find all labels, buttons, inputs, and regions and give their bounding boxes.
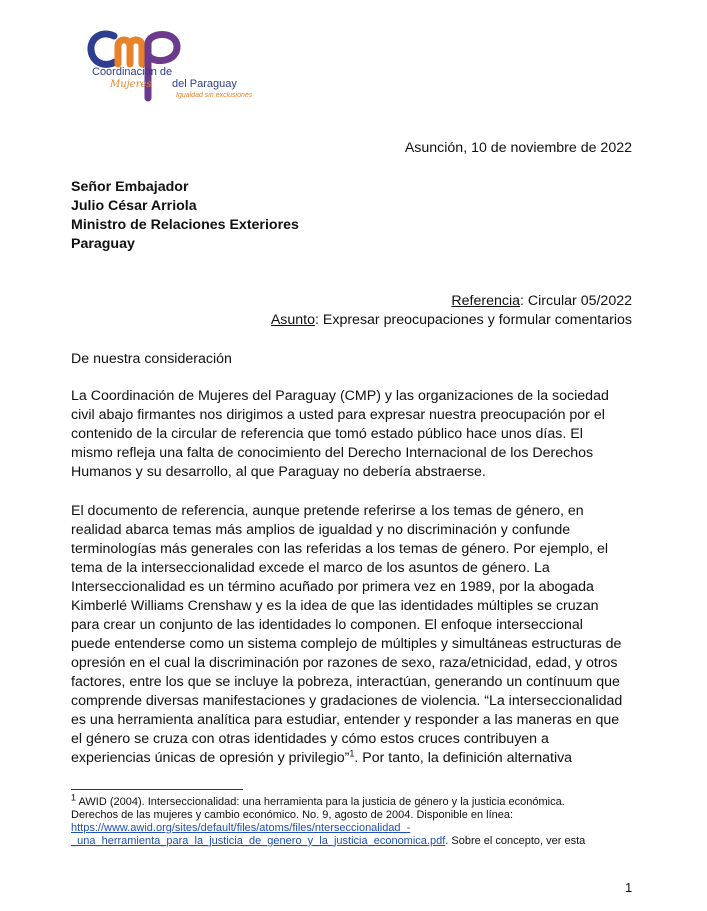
paragraph2-line: Interseccionalidad es un término acuñado por primera vez en 1989, por la abogada bbox=[71, 579, 594, 595]
recipient-line-4: Paraguay bbox=[71, 236, 135, 252]
subject-label: Asunto bbox=[270, 312, 315, 328]
paragraph2-line: realidad abarca temas más amplios de igualdad y no discriminación y confunde bbox=[71, 522, 571, 538]
paragraph1-line: mismo refleja una falta de conocimiento del Derecho Internacional de los Derechos bbox=[71, 445, 594, 461]
footnote-text-4: . Sobre el concepto, ver esta bbox=[445, 835, 586, 847]
salutation: De nuestra consideración bbox=[71, 351, 232, 367]
paragraph1-line: La Coordinación de Mujeres del Paraguay (CMP) y las organizaciones de la sociedad bbox=[71, 388, 609, 404]
recipient-line-1: Señor Embajador bbox=[71, 179, 189, 195]
page-number: 1 bbox=[625, 880, 633, 895]
recipient-line-3: Ministro de Relaciones Exteriores bbox=[71, 217, 299, 233]
footnote-ref-1[interactable]: 1 bbox=[349, 748, 355, 759]
paragraph1-line: civil abajo firmantes nos dirigimos a usted para expresar nuestra preocupación por el bbox=[71, 407, 605, 423]
paragraph2-line: tema de la interseccionalidad excede el marco de los asuntos de género. La bbox=[71, 560, 550, 576]
letter-date: Asunción, 10 de noviembre de 2022 bbox=[404, 140, 632, 156]
logo-line2: del Paraguay bbox=[172, 78, 237, 90]
paragraph2-line: Kimberlé Williams Crenshaw y es la idea de que las identidades múltiples se cruzan bbox=[71, 598, 599, 614]
reference-line bbox=[451, 293, 632, 309]
recipient-line-2: Julio César Arriola bbox=[71, 198, 197, 214]
paragraph2-line: El documento de referencia, aunque pretende referirse a los temas de género, en bbox=[71, 503, 584, 519]
footnote-line-4 bbox=[71, 835, 585, 848]
footnote-separator bbox=[71, 789, 243, 790]
footnote-link-part1[interactable]: https://www.awid.org/sites/default/files/atoms/files/nterseccionalidad_- bbox=[71, 822, 411, 834]
footnote-line-1 bbox=[71, 792, 565, 809]
reference-label: Referencia bbox=[451, 293, 521, 309]
paragraph2-last-tail: . Por tanto, la definición alternativa bbox=[354, 750, 573, 766]
logo-line1: Coordinación de bbox=[92, 66, 173, 78]
footnote-line-3 bbox=[71, 822, 410, 835]
logo-line2-script: Mujeres bbox=[110, 79, 152, 90]
paragraph2-line: comprende diversas manifestaciones y gradaciones de violencia. “La interseccionalidad bbox=[71, 693, 623, 709]
footnote-line-2: Derechos de las mujeres y cambio económico. No. 9, agosto de 2004. Disponible en línea: bbox=[71, 809, 514, 821]
paragraph2-last-text: experiencias únicas de opresión y privilegio” bbox=[71, 750, 350, 766]
footnote-mark: 1 bbox=[71, 792, 77, 803]
paragraph2-line: opresión en el cual la discriminación por razones de sexo, raza/etnicidad, edad, y otros bbox=[71, 655, 618, 671]
paragraph2-line: para crear un conjunto de las identidades lo componen. El enfoque interseccional bbox=[71, 617, 583, 633]
footnote-link-part2[interactable]: _una_herramienta_para_la_justicia_de_genero_y_la_justicia_economica.pdf bbox=[71, 835, 446, 847]
paragraph1-line: Humanos y su desarrollo, al que Paraguay no debería abstraerse. bbox=[71, 464, 486, 480]
paragraph1-line: contenido de la circular de referencia que tomó estado público hace unos días. El bbox=[71, 426, 583, 442]
reference-value: : Circular 05/2022 bbox=[520, 293, 632, 309]
cmp-logo bbox=[84, 22, 264, 104]
footnote-text-1: AWID (2004). Interseccionalidad: una herramienta para la justicia de género y la justicia económica. bbox=[76, 796, 565, 808]
subject-value: : Expresar preocupaciones y formular comentarios bbox=[315, 312, 632, 328]
paragraph2-line-last bbox=[71, 749, 572, 768]
paragraph2-line: el género se cruza con otras identidades y cómo estos cruces contribuyen a bbox=[71, 731, 549, 747]
paragraph2-line: factores, entre los que se incluye la pobreza, interactúan, generando un contínuum que bbox=[71, 674, 620, 690]
subject-line bbox=[271, 312, 632, 328]
paragraph2-line: terminologías más generales con las referidas a los temas de género. Por ejemplo, el bbox=[71, 541, 609, 557]
logo-tagline: Igualdad sin exclusiones bbox=[176, 92, 253, 99]
paragraph2-line: puede entenderse como un sistema complejo de múltiples y simultáneas estructuras de bbox=[71, 636, 622, 652]
paragraph2-line: es una herramienta analítica para estudiar, entender y responder a las maneras en que bbox=[71, 712, 620, 728]
